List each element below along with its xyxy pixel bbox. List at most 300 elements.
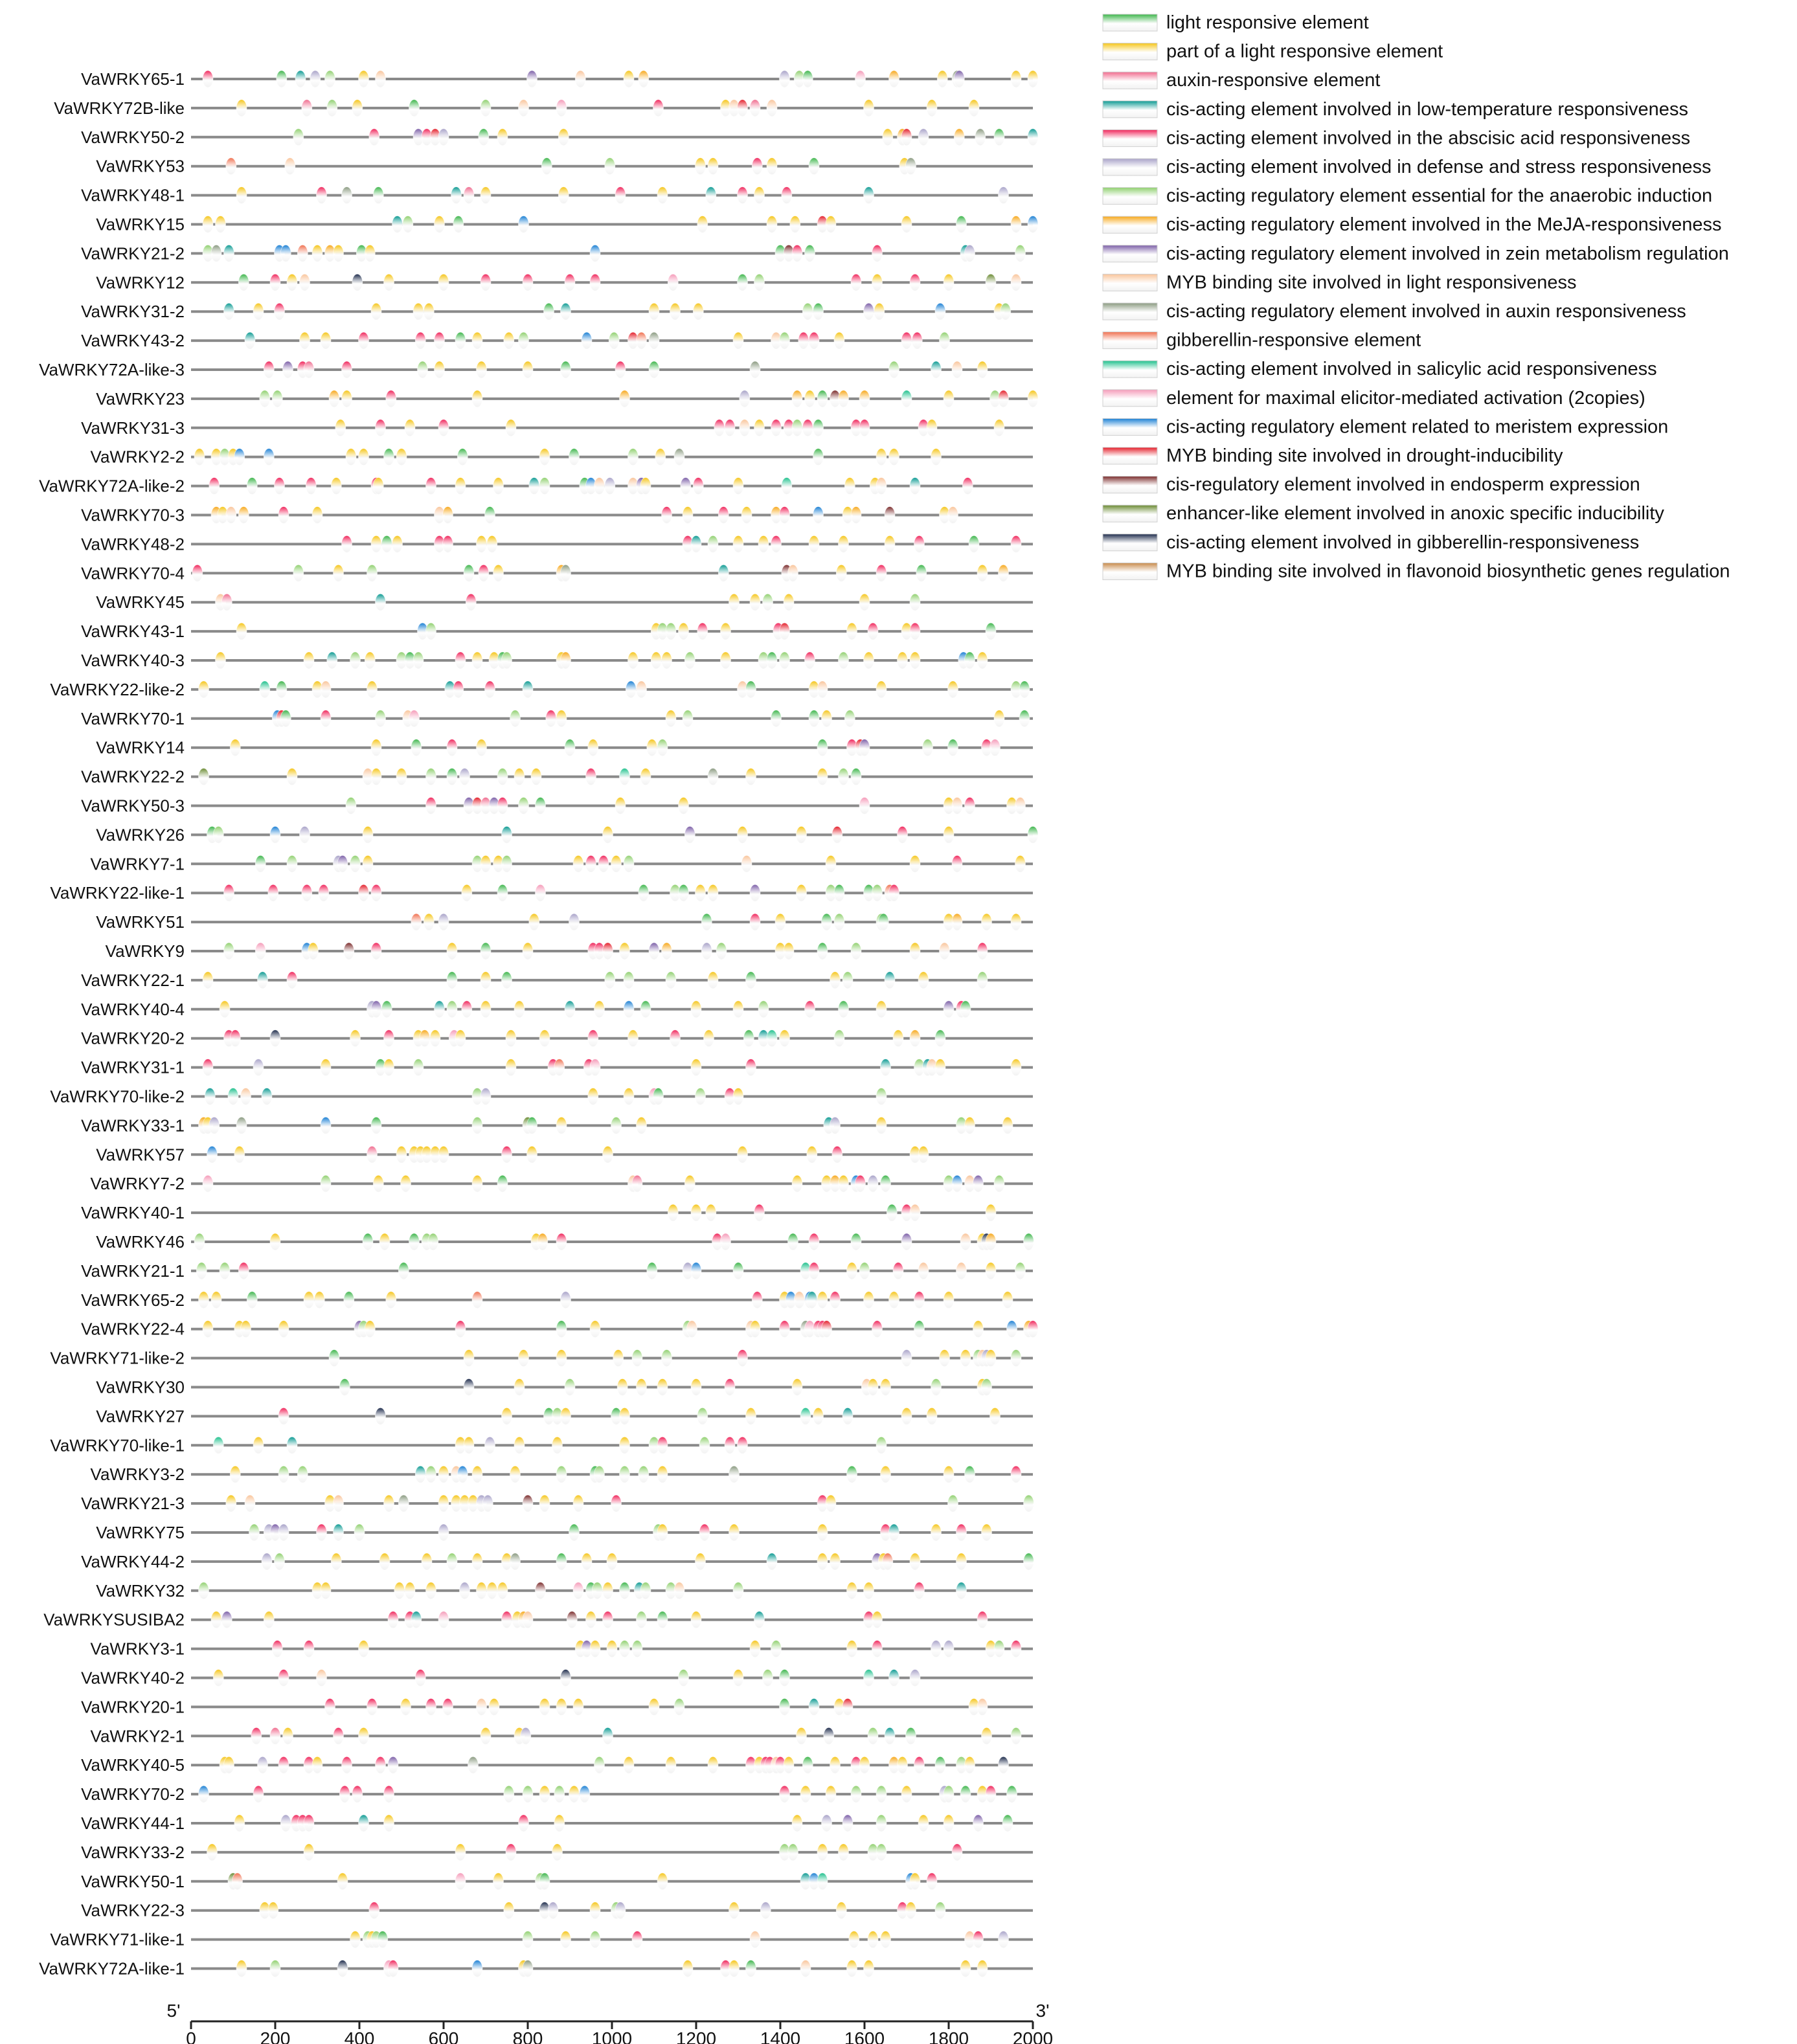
cis-element-marker [249, 1524, 260, 1541]
cis-element-marker [881, 1931, 891, 1948]
cis-element-marker [628, 652, 639, 669]
cis-element-marker [901, 129, 912, 146]
cis-element-marker [418, 361, 428, 378]
cis-element-marker [300, 332, 310, 349]
cis-element-marker [813, 449, 824, 466]
legend-label: part of a light responsive element [1166, 41, 1443, 62]
cis-element-marker [729, 1960, 740, 1977]
cis-element-marker [394, 1582, 405, 1599]
cis-element-marker [931, 1641, 942, 1657]
cis-element-marker [314, 1292, 324, 1308]
cis-element-marker [453, 216, 464, 233]
gene-row [81, 1814, 1033, 1833]
cis-element-marker [590, 245, 600, 262]
cis-element-marker [455, 478, 466, 495]
cis-element-marker [420, 1030, 430, 1047]
cis-element-marker [986, 623, 996, 640]
cis-element-marker [426, 798, 436, 814]
cis-element-marker [977, 972, 988, 989]
cis-element-marker [321, 1582, 331, 1599]
gene-label: VaWRKY15 [96, 214, 185, 234]
cis-element-marker [620, 1641, 630, 1657]
cis-element-marker [1011, 1727, 1021, 1744]
cis-element-marker [203, 216, 213, 233]
cis-element-marker [359, 1815, 369, 1832]
cis-element-marker [792, 1175, 802, 1192]
cis-element-marker [371, 303, 381, 320]
cis-element-marker [807, 1146, 817, 1163]
cis-element-marker [413, 303, 424, 320]
cis-element-marker [965, 1757, 975, 1773]
cis-element-marker [1011, 1641, 1021, 1657]
cis-element-marker [493, 1873, 504, 1890]
gene-label: VaWRKY71-like-1 [50, 1929, 185, 1949]
cis-element-marker [817, 739, 828, 756]
cis-element-marker [480, 100, 491, 117]
cis-element-marker [300, 826, 310, 843]
cis-element-marker [287, 769, 297, 785]
cis-element-marker [230, 1030, 240, 1047]
cis-element-marker [649, 303, 659, 320]
cis-element-marker [977, 1612, 988, 1628]
gene-label: VaWRKY31-1 [81, 1057, 185, 1077]
cis-element-marker [472, 1292, 482, 1308]
gene-label: VaWRKY22-like-1 [50, 883, 185, 903]
cis-element-marker [426, 769, 436, 785]
cis-element-marker [238, 1263, 249, 1279]
cis-element-marker [914, 535, 925, 552]
cis-element-marker [453, 681, 464, 698]
cis-element-marker [944, 390, 954, 407]
cis-element-marker [405, 1582, 415, 1599]
cis-element-marker [236, 1117, 247, 1134]
cis-element-marker [706, 1204, 716, 1221]
cis-element-marker [590, 1321, 600, 1338]
cis-element-marker [832, 826, 842, 843]
gene-label: VaWRKY75 [96, 1523, 185, 1542]
cis-element-marker [935, 1030, 945, 1047]
cis-element-marker [308, 943, 319, 960]
cis-element-marker [384, 1059, 394, 1076]
cis-element-marker [986, 1233, 996, 1250]
cis-element-marker [758, 535, 769, 552]
cis-element-marker [523, 1786, 533, 1803]
cis-element-marker [657, 1524, 668, 1541]
cis-element-marker [502, 826, 512, 843]
cis-element-marker [868, 1931, 878, 1948]
cis-element-marker [952, 914, 962, 930]
cis-element-marker [918, 129, 929, 146]
cis-element-marker [556, 1350, 567, 1367]
cis-element-marker [1007, 1786, 1017, 1803]
cis-element-marker [556, 710, 567, 727]
cis-element-marker [864, 1670, 874, 1687]
cis-element-marker [691, 1379, 701, 1396]
cis-element-marker [931, 1379, 942, 1396]
cis-element-marker [371, 1001, 381, 1018]
cis-element-marker [960, 1350, 971, 1367]
cis-element-marker [333, 1495, 344, 1512]
cis-element-marker [363, 1233, 373, 1250]
cis-element-marker [851, 1233, 861, 1250]
cis-element-marker [354, 1524, 365, 1541]
legend-label: cis-acting element involved in low-temperature responsiveness [1166, 98, 1688, 120]
cis-element-marker [960, 1233, 971, 1250]
cis-element-marker [738, 826, 748, 843]
cis-element-marker [297, 245, 308, 262]
cis-element-marker [839, 390, 849, 407]
cis-element-marker [255, 943, 266, 960]
cis-element-marker [944, 1466, 954, 1483]
gene-row [96, 215, 1038, 234]
gene-label: VaWRKY2-1 [90, 1726, 185, 1746]
cis-element-marker [350, 1931, 361, 1948]
cis-element-marker [226, 507, 236, 524]
cis-element-marker [901, 1233, 912, 1250]
cis-element-marker [864, 1960, 874, 1977]
cis-element-marker [493, 478, 504, 495]
cis-element-marker [487, 535, 497, 552]
cis-element-marker [842, 1698, 853, 1715]
cis-element-marker [901, 216, 912, 233]
cis-element-marker [615, 361, 626, 378]
cis-element-marker [826, 1786, 836, 1803]
cis-element-marker [489, 1698, 499, 1715]
cis-element-marker [844, 478, 855, 495]
cis-element-marker [321, 710, 331, 727]
cis-element-marker [1015, 1263, 1026, 1279]
cis-element-marker [927, 100, 937, 117]
cis-element-marker [594, 1757, 605, 1773]
gene-row [96, 912, 1033, 932]
cis-element-marker [839, 1844, 849, 1861]
cis-element-marker [234, 1815, 245, 1832]
cis-element-marker [767, 1553, 777, 1570]
gene-row [81, 1058, 1033, 1077]
cis-element-marker [277, 71, 287, 87]
cis-element-marker [750, 361, 760, 378]
cis-element-marker [536, 798, 546, 814]
cis-element-marker [527, 1146, 537, 1163]
cis-element-marker [883, 1553, 893, 1570]
cis-element-marker [376, 420, 386, 436]
cis-element-marker [721, 1233, 731, 1250]
cis-element-marker [333, 565, 344, 581]
cis-element-marker [1028, 71, 1038, 87]
cis-element-marker [556, 1233, 567, 1250]
cis-element-marker [948, 739, 958, 756]
cis-element-marker [485, 681, 495, 698]
cis-element-marker [822, 1321, 832, 1338]
cis-element-marker [539, 1786, 550, 1803]
cis-element-marker [679, 798, 689, 814]
gene-row [81, 971, 1033, 990]
cis-element-marker [944, 826, 954, 843]
cis-element-marker [287, 274, 297, 291]
cis-element-marker [588, 1088, 598, 1105]
cis-element-marker [409, 1233, 420, 1250]
cis-element-marker [901, 390, 912, 407]
cis-element-marker [350, 855, 361, 872]
x-tick-label: 2000 [1012, 2028, 1054, 2044]
cis-element-marker [245, 332, 255, 349]
cis-element-marker [278, 1670, 289, 1687]
cis-element-marker [721, 623, 731, 640]
legend-item [1103, 41, 1443, 62]
cis-element-marker [807, 1292, 817, 1308]
cis-element-marker [617, 1379, 627, 1396]
cis-element-marker [413, 652, 424, 669]
cis-element-marker [954, 71, 964, 87]
cis-element-marker [817, 1553, 828, 1570]
cis-element-marker [885, 972, 895, 989]
cis-element-marker [447, 1553, 457, 1570]
cis-element-marker [662, 507, 672, 524]
cis-element-marker [918, 1146, 929, 1163]
cis-element-marker [944, 1786, 954, 1803]
cis-element-marker [901, 1408, 912, 1424]
cis-element-marker [480, 943, 491, 960]
cis-element-marker [754, 1612, 765, 1628]
cis-element-marker [224, 303, 234, 320]
cis-element-marker [809, 158, 819, 175]
cis-element-marker [605, 158, 615, 175]
cis-element-marker [234, 1146, 245, 1163]
cis-element-marker [624, 855, 634, 872]
cis-element-marker [697, 623, 708, 640]
cis-element-marker [780, 507, 790, 524]
cis-element-marker [203, 1175, 213, 1192]
cis-element-marker [260, 390, 270, 407]
cis-element-marker [847, 1960, 857, 1977]
legend-swatch [1103, 188, 1157, 205]
cis-element-marker [477, 1582, 487, 1599]
cis-element-marker [480, 1001, 491, 1018]
cis-element-marker [847, 1466, 857, 1483]
cis-element-marker [352, 100, 363, 117]
cis-element-marker [213, 1670, 223, 1687]
cis-element-marker [575, 71, 585, 87]
cis-element-marker [738, 100, 748, 117]
cis-element-marker [211, 245, 221, 262]
gene-label: VaWRKY33-1 [81, 1116, 185, 1136]
cis-element-marker [199, 681, 209, 698]
cis-element-marker [662, 1350, 672, 1367]
cis-element-marker [485, 507, 495, 524]
cis-element-marker [973, 1931, 984, 1948]
cis-element-marker [552, 1437, 563, 1454]
cis-element-marker [898, 652, 908, 669]
cis-element-marker [701, 943, 712, 960]
cis-element-marker [342, 187, 352, 204]
cis-element-marker [561, 1408, 571, 1424]
cis-element-marker [302, 884, 312, 901]
gene-row [81, 534, 1033, 554]
cis-element-marker [935, 1757, 945, 1773]
cis-element-marker [379, 1233, 390, 1250]
cis-element-marker [876, 1786, 887, 1803]
cis-element-marker [451, 187, 462, 204]
cis-element-marker [746, 1960, 756, 1977]
cis-element-marker [885, 1727, 895, 1744]
x-tick-label: 400 [344, 2028, 375, 2044]
cis-element-marker [304, 1815, 314, 1832]
cis-element-marker [514, 769, 525, 785]
cis-element-marker [363, 826, 373, 843]
cis-element-marker [435, 1001, 445, 1018]
cis-element-marker [388, 1960, 398, 1977]
cis-element-marker [668, 1204, 678, 1221]
cis-element-marker [948, 681, 958, 698]
cis-element-marker [683, 507, 693, 524]
cis-element-marker [529, 478, 539, 495]
cis-element-marker [371, 884, 381, 901]
cis-element-marker [598, 855, 609, 872]
cis-element-marker [977, 943, 988, 960]
cis-element-marker [935, 1902, 945, 1919]
cis-element-marker [738, 1437, 748, 1454]
gene-row [81, 302, 1033, 321]
gene-label: VaWRKY26 [96, 825, 185, 845]
cis-element-marker [196, 1263, 207, 1279]
cis-element-marker [797, 884, 807, 901]
cis-element-marker [782, 187, 792, 204]
legend-swatch [1103, 361, 1157, 377]
cis-element-marker [371, 769, 381, 785]
legend-label: gibberellin-responsive element [1166, 330, 1421, 351]
cis-element-marker [817, 1844, 828, 1861]
cis-element-marker [836, 565, 846, 581]
legend-swatch [1103, 332, 1157, 349]
cis-element-marker [628, 449, 639, 466]
cis-element-marker [962, 478, 973, 495]
cis-element-marker [477, 361, 487, 378]
gene-label: VaWRKY22-2 [81, 767, 185, 787]
cis-element-marker [603, 1146, 613, 1163]
cis-element-marker [670, 1030, 681, 1047]
cis-element-marker [1028, 826, 1038, 843]
cis-element-marker [632, 1175, 642, 1192]
cis-element-marker [851, 274, 861, 291]
cis-element-marker [317, 1670, 327, 1687]
cis-element-marker [401, 1175, 411, 1192]
cis-element-marker [199, 1582, 209, 1599]
cis-element-marker [817, 943, 828, 960]
cis-element-marker [409, 710, 420, 727]
cis-element-marker [405, 420, 415, 436]
cis-element-marker [977, 1698, 988, 1715]
gene-label: VaWRKY51 [96, 912, 185, 932]
cis-element-marker [809, 332, 819, 349]
cis-element-marker [826, 216, 836, 233]
cis-element-marker [805, 1001, 815, 1018]
legend-label: cis-acting regulatory element involved in auxin responsiveness [1166, 301, 1686, 322]
cis-element-marker [637, 1379, 647, 1396]
cis-element-marker [480, 1727, 491, 1744]
cis-element-marker [746, 681, 756, 698]
cis-element-marker [741, 855, 752, 872]
gene-row [91, 1174, 1033, 1193]
cis-element-marker [506, 1059, 516, 1076]
cis-element-marker [649, 332, 659, 349]
cis-element-marker [346, 449, 356, 466]
cis-element-marker [802, 420, 813, 436]
cis-element-marker [527, 1117, 537, 1134]
gene-tracks [39, 69, 1038, 1979]
cis-element-marker [868, 623, 878, 640]
cis-element-marker [666, 623, 676, 640]
gene-label: VaWRKY22-like-2 [50, 679, 185, 699]
cis-element-marker [510, 1466, 521, 1483]
cis-element-marker [693, 303, 703, 320]
gene-row [81, 651, 1033, 670]
cis-element-marker [337, 855, 348, 872]
cis-element-marker [304, 1641, 314, 1657]
gene-label: VaWRKY45 [96, 592, 185, 612]
legend-swatch [1103, 129, 1157, 146]
gene-row [81, 1552, 1034, 1571]
gene-label: VaWRKY27 [96, 1406, 185, 1426]
cis-element-marker [241, 1321, 251, 1338]
cis-element-marker [251, 1727, 262, 1744]
cis-element-marker [830, 1553, 841, 1570]
gene-label: VaWRKY22-4 [81, 1319, 185, 1339]
cis-element-marker [637, 1117, 647, 1134]
cis-element-marker [482, 1495, 493, 1512]
cis-element-marker [457, 449, 468, 466]
cis-element-marker [253, 1437, 264, 1454]
cis-element-marker [605, 972, 615, 989]
cis-element-marker [504, 332, 514, 349]
cis-element-marker [620, 769, 630, 785]
cis-element-marker [1011, 274, 1021, 291]
cis-element-marker [386, 390, 396, 407]
cis-element-marker [359, 71, 369, 87]
cis-element-marker [561, 361, 571, 378]
cis-element-marker [270, 1030, 280, 1047]
cis-element-marker [523, 274, 533, 291]
cis-element-marker [502, 652, 512, 669]
cis-element-marker [283, 1727, 293, 1744]
gene-label: VaWRKY72B-like [54, 98, 185, 118]
cis-element-marker [883, 129, 893, 146]
legend-swatch [1103, 477, 1157, 493]
cis-element-marker [424, 303, 434, 320]
legend-swatch [1103, 43, 1157, 60]
legend-item [1103, 416, 1668, 437]
cis-element-marker [733, 332, 743, 349]
cis-element-marker [224, 884, 234, 901]
cis-element-marker [927, 420, 937, 436]
gene-label: VaWRKY53 [96, 156, 185, 176]
cis-element-marker [910, 652, 920, 669]
cis-element-marker [497, 1175, 508, 1192]
cis-element-marker [386, 1292, 396, 1308]
cis-element-marker [519, 332, 529, 349]
cis-element-marker [763, 1670, 773, 1687]
cis-element-marker [1002, 1292, 1013, 1308]
cis-element-marker [775, 914, 785, 930]
legend-item [1103, 157, 1711, 177]
cis-element-marker [982, 1727, 992, 1744]
gene-label: VaWRKY48-2 [81, 534, 185, 554]
cis-element-marker [691, 1263, 701, 1279]
cis-element-marker [817, 390, 828, 407]
cis-element-marker [209, 478, 220, 495]
cis-element-marker [376, 594, 386, 611]
cis-element-marker [697, 1408, 708, 1424]
cis-element-marker [620, 1582, 630, 1599]
